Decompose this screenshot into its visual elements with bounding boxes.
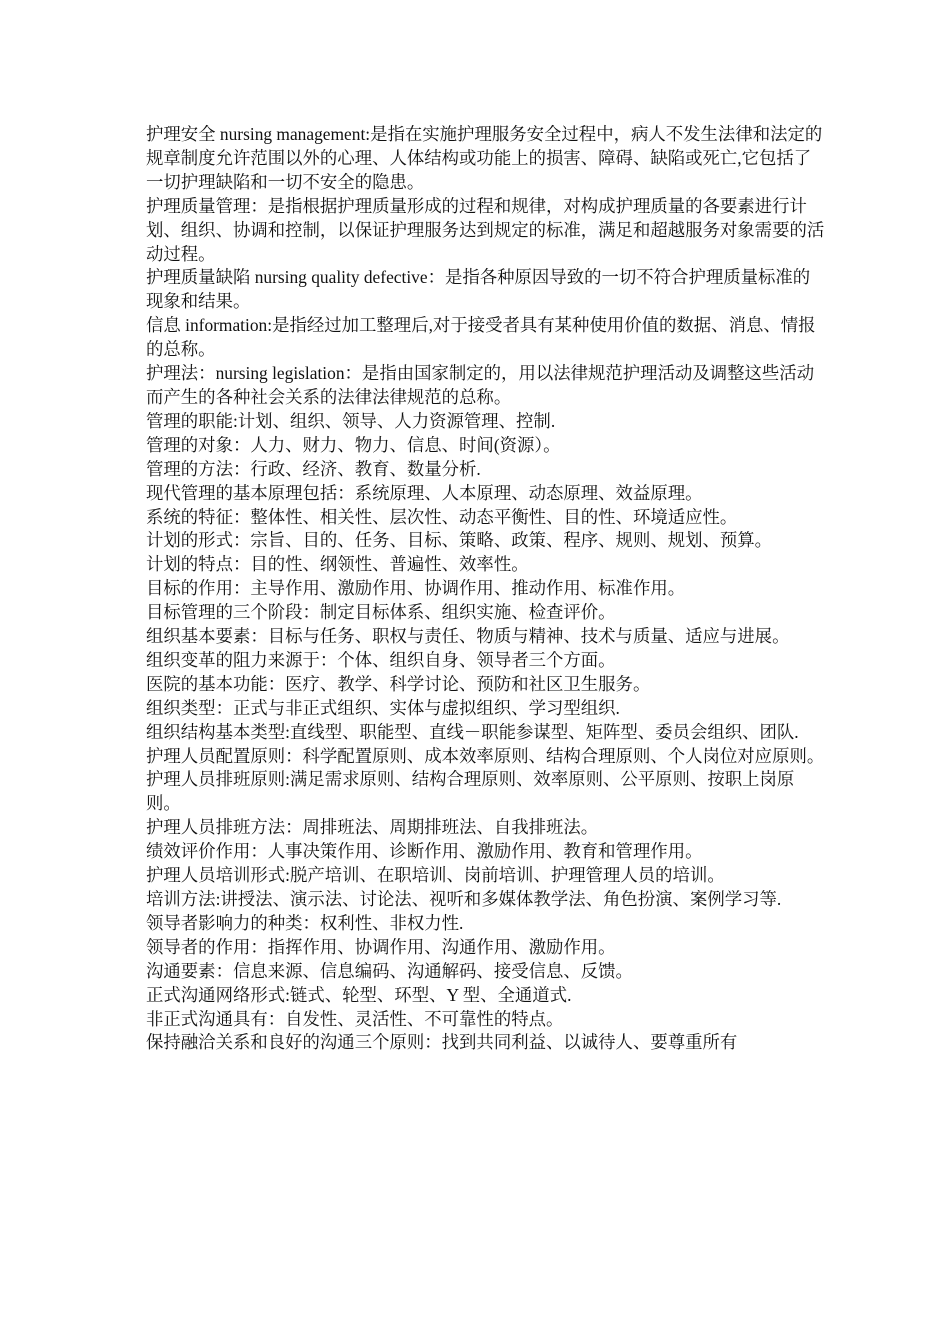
paragraph-change-resistance: 组织变革的阻力来源于：个体、组织自身、领导者三个方面。 [146, 649, 616, 670]
paragraph-leader-influence: 领导者影响力的种类：权利性、非权力性. [146, 912, 464, 933]
paragraph-training-forms: 护理人员培训形式:脱产培训、在职培训、岗前培训、护理管理人员的培训。 [146, 865, 725, 886]
paragraph-formal-network: 正式沟通网络形式:链式、轮型、环型、Y 型、全通道式. [146, 984, 572, 1005]
paragraph-system-features: 系统的特征：整体性、相关性、层次性、动态平衡性、目的性、环境适应性。 [146, 506, 738, 527]
paragraph-performance-evaluation: 绩效评价作用：人事决策作用、诊断作用、激励作用、教育和管理作用。 [146, 841, 703, 862]
paragraph-management-objects: 管理的对象：人力、财力、物力、信息、时间(资源）。 [146, 434, 561, 455]
paragraph-staffing-principles: 护理人员配置原则：科学配置原则、成本效率原则、结构合理原则、个人岗位对应原则。 [146, 745, 825, 766]
paragraph-nursing-quality-management: 护理质量管理：是指根据护理质量形成的过程和规律，对构成护理质量的各要素进行计划、组织、协调和控制，以保证护理服务达到规定的标准，满足和超越服务对象需要的活动过程。 [146, 195, 825, 264]
paragraph-nursing-legislation: 护理法：nursing legislation：是指由国家制定的，用以法律规范护理活动及调整这些活动而产生的各种社会关系的法律法律规范的总称。 [146, 363, 815, 407]
paragraph-leader-roles: 领导者的作用：指挥作用、协调作用、沟通作用、激励作用。 [146, 936, 616, 957]
paragraph-goal-roles: 目标的作用：主导作用、激励作用、协调作用、推动作用、标准作用。 [146, 578, 686, 599]
paragraph-information: 信息 information:是指经过加工整理后,对于接受者具有某种使用价值的数据、消息、情报的总称。 [146, 315, 816, 360]
paragraph-nursing-safety: 护理安全 nursing management:是指在实施护理服务安全过程中，病人不发生法律和法定的规章制度允许范围以外的心理、人体结构或功能上的损害、障碍、缺陷或死亡,它包括了一切护理缺陷和一切不安全的隐患。 [146, 124, 823, 192]
paragraph-organization-elements: 组织基本要素：目标与任务、职权与责任、物质与精神、技术与质量、适应与进展。 [146, 626, 790, 647]
paragraph-nursing-quality-defect: 护理质量缺陷 nursing quality defective：是指各种原因导致的一切不符合护理质量标准的现象和结果。 [146, 267, 811, 312]
paragraph-scheduling-principles: 护理人员排班原则:满足需求原则、结构合理原则、效率原则、公平原则、按职上岗原则。 [146, 769, 795, 814]
paragraph-management-methods: 管理的方法：行政、经济、教育、数量分析. [146, 458, 481, 479]
paragraph-informal-communication: 非正式沟通具有：自发性、灵活性、不可靠性的特点。 [146, 1008, 564, 1029]
paragraph-modern-management-principles: 现代管理的基本原理包括：系统原理、人本原理、动态原理、效益原理。 [146, 482, 703, 503]
paragraph-organization-types: 组织类型：正式与非正式组织、实体与虚拟组织、学习型组织. [146, 697, 620, 718]
paragraph-hospital-functions: 医院的基本功能：医疗、教学、科学讨论、预防和社区卫生服务。 [146, 673, 651, 694]
document-body [146, 123, 826, 1055]
paragraph-communication-elements: 沟通要素：信息来源、信息编码、沟通解码、接受信息、反馈。 [146, 960, 633, 981]
paragraph-communication-principles: 保持融洽关系和良好的沟通三个原则：找到共同利益、以诚待人、要尊重所有 [146, 1032, 738, 1053]
paragraph-plan-forms: 计划的形式：宗旨、目的、任务、目标、策略、政策、程序、规则、规划、预算。 [146, 530, 773, 551]
paragraph-management-functions: 管理的职能:计划、组织、领导、人力资源管理、控制. [146, 410, 556, 431]
paragraph-goal-management-stages: 目标管理的三个阶段：制定目标体系、组织实施、检查评价。 [146, 602, 616, 623]
paragraph-organization-structures: 组织结构基本类型:直线型、职能型、直线－职能参谋型、矩阵型、委员会组织、团队. [146, 721, 799, 742]
paragraph-plan-features: 计划的特点：目的性、纲领性、普遍性、效率性。 [146, 554, 529, 575]
paragraph-training-methods: 培训方法:讲授法、演示法、讨论法、视听和多媒体教学法、角色扮演、案例学习等. [146, 889, 782, 909]
paragraph-scheduling-methods: 护理人员排班方法：周排班法、周期排班法、自我排班法。 [146, 817, 599, 838]
